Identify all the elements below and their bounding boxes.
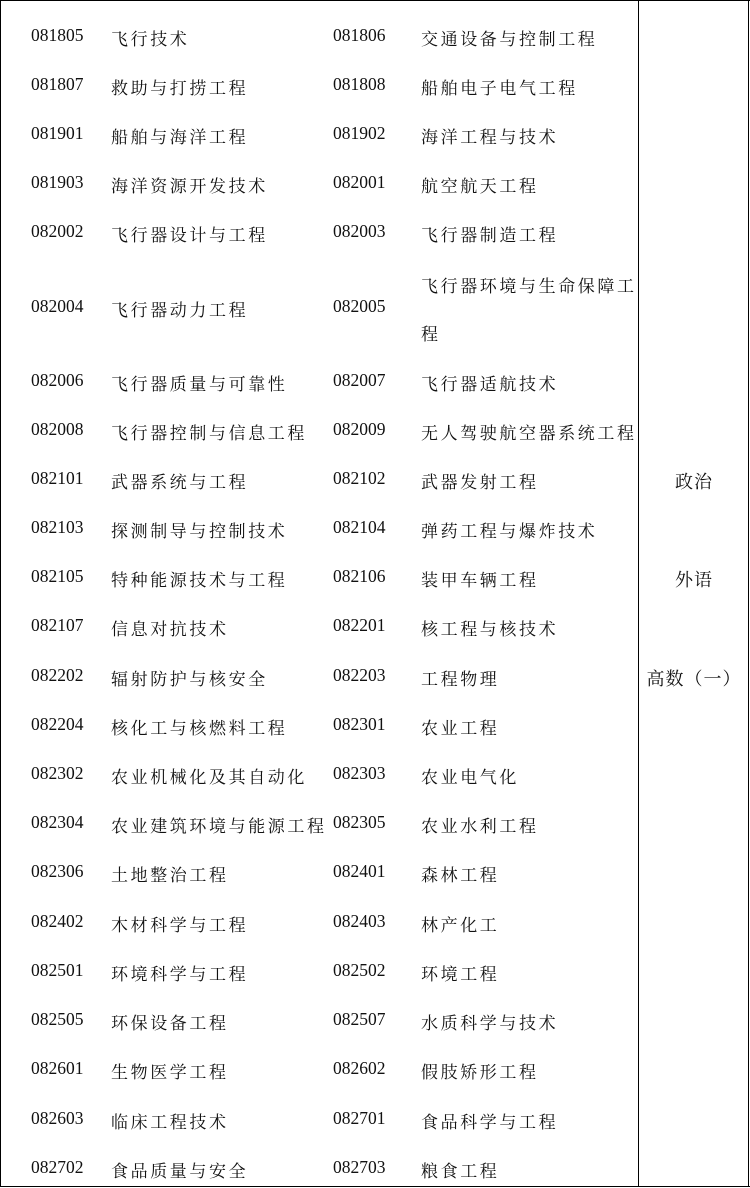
major-name-right: 船舶电子电气工程: [421, 79, 578, 99]
major-code-right: 082401: [333, 861, 386, 881]
major-name-left: 武器系统与工程: [111, 473, 249, 493]
major-name-left: 飞行器质量与可靠性: [111, 375, 288, 395]
subject-politics: 政治: [675, 472, 713, 493]
major-code-left: 081903: [31, 172, 84, 192]
major-name-right: 飞行器适航技术: [421, 375, 559, 395]
major-code-right: 082203: [333, 665, 386, 685]
major-code-left: 082702: [31, 1157, 84, 1177]
major-name-right: 装甲车辆工程: [421, 571, 539, 591]
major-name-right: 飞行器制造工程: [421, 226, 559, 246]
major-name-right-continuation: 程: [421, 325, 441, 345]
major-name-left: 农业机械化及其自动化: [111, 768, 307, 788]
major-code-right: 082502: [333, 960, 386, 980]
major-code-right: 082102: [333, 468, 386, 488]
major-code-right: 081806: [333, 25, 386, 45]
major-code-right: 081902: [333, 123, 386, 143]
major-code-left: 082004: [31, 296, 84, 316]
major-code-left: 082505: [31, 1009, 84, 1029]
major-code-right: 082403: [333, 911, 386, 931]
major-code-left: 082603: [31, 1108, 84, 1128]
column-divider: [638, 0, 639, 1187]
major-code-left: 081805: [31, 25, 84, 45]
major-code-right: 082106: [333, 566, 386, 586]
major-name-left: 核化工与核燃料工程: [111, 719, 288, 739]
major-code-left: 082101: [31, 468, 84, 488]
major-name-right: 农业水利工程: [421, 817, 539, 837]
major-name-left: 环保设备工程: [111, 1014, 229, 1034]
major-name-right: 交通设备与控制工程: [421, 30, 598, 50]
major-name-right: 飞行器环境与生命保障工: [421, 277, 637, 297]
major-code-left: 082107: [31, 615, 84, 635]
major-code-left: 082601: [31, 1058, 84, 1078]
major-code-left: 082103: [31, 517, 84, 537]
major-name-left: 飞行器动力工程: [111, 301, 249, 321]
major-name-right: 农业工程: [421, 719, 500, 739]
major-code-left: 082105: [31, 566, 84, 586]
major-code-left: 082306: [31, 861, 84, 881]
major-name-right: 林产化工: [421, 916, 500, 936]
table-border-left: [0, 0, 1, 1187]
major-code-left: 082002: [31, 221, 84, 241]
table-border-right: [748, 0, 749, 1187]
subject-advanced-math-1: 高数（一）: [646, 669, 742, 690]
major-name-right: 农业电气化: [421, 768, 519, 788]
major-code-right: 082005: [333, 296, 386, 316]
major-code-left: 082204: [31, 714, 84, 734]
major-name-left: 特种能源技术与工程: [111, 571, 288, 591]
major-name-right: 环境工程: [421, 965, 500, 985]
major-code-right: 082701: [333, 1108, 386, 1128]
major-name-left: 辐射防护与核安全: [111, 670, 268, 690]
major-code-left: 082202: [31, 665, 84, 685]
major-code-right: 082602: [333, 1058, 386, 1078]
major-code-left: 082302: [31, 763, 84, 783]
major-code-right: 082303: [333, 763, 386, 783]
major-name-left: 飞行技术: [111, 30, 190, 50]
major-name-left: 木材科学与工程: [111, 916, 249, 936]
major-name-left: 探测制导与控制技术: [111, 522, 288, 542]
major-name-left: 临床工程技术: [111, 1113, 229, 1133]
major-name-right: 航空航天工程: [421, 177, 539, 197]
major-name-right: 工程物理: [421, 670, 500, 690]
major-name-left: 海洋资源开发技术: [111, 177, 268, 197]
major-name-left: 环境科学与工程: [111, 965, 249, 985]
major-name-left: 土地整治工程: [111, 866, 229, 886]
major-code-right: 082003: [333, 221, 386, 241]
major-code-right: 082507: [333, 1009, 386, 1029]
major-name-right: 核工程与核技术: [421, 620, 559, 640]
major-name-right: 弹药工程与爆炸技术: [421, 522, 598, 542]
major-code-left: 082501: [31, 960, 84, 980]
major-name-left: 信息对抗技术: [111, 620, 229, 640]
major-code-right: 082001: [333, 172, 386, 192]
major-code-left: 082304: [31, 812, 84, 832]
major-code-right: 081808: [333, 74, 386, 94]
major-name-left: 农业建筑环境与能源工程: [111, 817, 327, 837]
major-code-right: 082301: [333, 714, 386, 734]
major-code-left: 082006: [31, 370, 84, 390]
major-name-left: 飞行器控制与信息工程: [111, 424, 307, 444]
major-name-right: 假肢矫形工程: [421, 1063, 539, 1083]
major-name-right: 食品科学与工程: [421, 1113, 559, 1133]
major-code-right: 082104: [333, 517, 386, 537]
major-name-right: 武器发射工程: [421, 473, 539, 493]
major-code-left: 082402: [31, 911, 84, 931]
major-name-left: 生物医学工程: [111, 1063, 229, 1083]
major-name-left: 船舶与海洋工程: [111, 128, 249, 148]
major-name-right: 粮食工程: [421, 1162, 500, 1182]
major-code-right: 082201: [333, 615, 386, 635]
major-name-right: 无人驾驶航空器系统工程: [421, 424, 637, 444]
major-code-right: 082305: [333, 812, 386, 832]
major-code-left: 082008: [31, 419, 84, 439]
major-name-left: 飞行器设计与工程: [111, 226, 268, 246]
major-name-right: 水质科学与技术: [421, 1014, 559, 1034]
major-code-left: 081807: [31, 74, 84, 94]
major-name-left: 救助与打捞工程: [111, 79, 249, 99]
major-code-right: 082009: [333, 419, 386, 439]
exam-subjects-cell: [640, 0, 748, 1186]
major-code-right: 082007: [333, 370, 386, 390]
major-name-right: 森林工程: [421, 866, 500, 886]
major-name-right: 海洋工程与技术: [421, 128, 559, 148]
major-name-left: 食品质量与安全: [111, 1162, 249, 1182]
major-code-right: 082703: [333, 1157, 386, 1177]
major-code-left: 081901: [31, 123, 84, 143]
subject-foreign-language: 外语: [675, 570, 713, 591]
